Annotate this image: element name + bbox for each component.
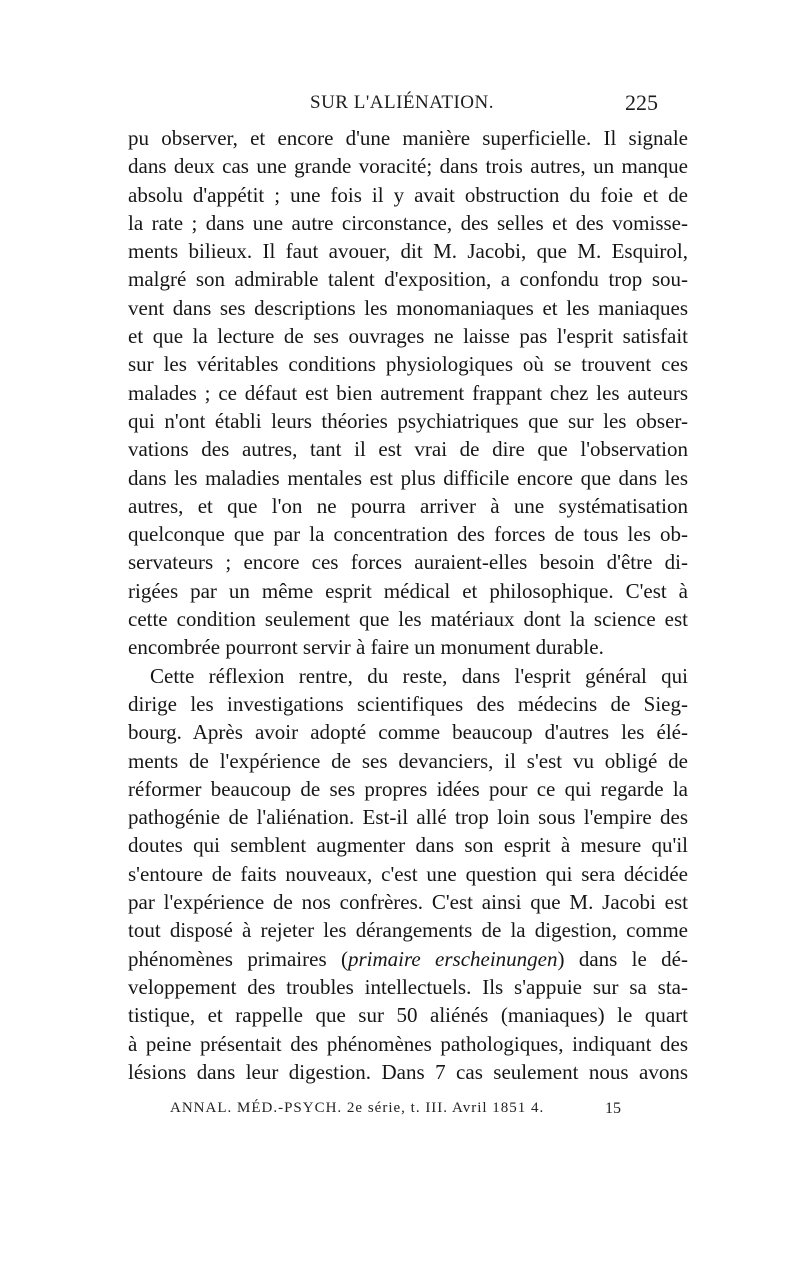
text-line: s'entoure de faits nouveaux, c'est une question qui sera décidée: [128, 861, 688, 886]
text-line: et que la lecture de ses ouvrages ne laisse pas l'esprit satisfait: [128, 324, 688, 349]
text-line-with-italic: [128, 945, 688, 973]
text-line: tout disposé à rejeter les dérangements de la digestion, comme: [128, 918, 688, 943]
text-line: dirige les investigations scientifiques des médecins de Sieg-: [128, 691, 688, 716]
text-line: réformer beaucoup de ses propres idées pour ce qui regarde la: [128, 776, 688, 801]
text-line: doutes qui semblent augmenter dans son esprit à mesure qu'il: [128, 833, 688, 858]
text-line: ments de l'expérience de ses devanciers, il s'est vu obligé de: [128, 748, 688, 773]
text-line: cette condition seulement que les matériaux dont la science est: [128, 607, 688, 632]
text-line: malgré son admirable talent d'exposition, a confondu trop sou-: [128, 267, 688, 292]
footer-citation: ANNAL. MÉD.-PSYCH. 2e série, t. III. Avril 1851 4.: [170, 1100, 545, 1116]
italic-line-suffix: ) dans le dé-: [557, 946, 688, 971]
text-line: vations des autres, tant il est vrai de dire que l'observation: [128, 437, 688, 462]
text-line: quelconque que par la concentration des forces de tous les ob-: [128, 522, 688, 547]
text-line: dans deux cas une grande voracité; dans trois autres, un manque: [128, 154, 688, 179]
text-line: servateurs ; encore ces forces auraient-elles besoin d'être di-: [128, 550, 688, 575]
text-line-paragraph-end: encombrée pourront servir à faire un monument durable.: [128, 635, 604, 660]
text-line-paragraph-start: Cette réflexion rentre, du reste, dans l'esprit général qui: [150, 663, 688, 688]
text-line: pu observer, et encore d'une manière superficielle. Il signale: [128, 126, 688, 150]
text-line: absolu d'appétit ; une fois il y avait obstruction du foie et de: [128, 182, 688, 207]
running-title: SUR L'ALIÉNATION.: [310, 92, 494, 113]
text-line: ments bilieux. Il faut avouer, dit M. Jacobi, que M. Esquirol,: [128, 239, 688, 264]
text-line: veloppement des troubles intellectuels. Ils s'appuie sur sa sta-: [128, 974, 688, 999]
italic-german-term: primaire erscheinungen: [347, 946, 558, 971]
text-line: sur les véritables conditions physiologiques où se trouvent ces: [128, 352, 688, 377]
text-line: à peine présentait des phénomènes pathologiques, indiquant des: [128, 1031, 688, 1056]
text-line: autres, et que l'on ne pourra arriver à une systématisation: [128, 493, 688, 518]
text-line: dans les maladies mentales est plus difficile encore que dans les: [128, 465, 688, 490]
body-text: [128, 124, 688, 1086]
text-line: par l'expérience de nos confrères. C'est ainsi que M. Jacobi est: [128, 890, 688, 915]
text-line: bourg. Après avoir adopté comme beaucoup d'autres les élé-: [128, 720, 688, 745]
text-line: tistique, et rappelle que sur 50 aliénés (maniaques) le quart: [128, 1003, 688, 1028]
italic-line-prefix: phénomènes primaires (: [128, 946, 348, 971]
text-line: pathogénie de l'aliénation. Est-il allé trop loin sous l'empire des: [128, 805, 688, 830]
text-line: malades ; ce défaut est bien autrement frappant chez les auteurs: [128, 380, 688, 405]
text-line: lésions dans leur digestion. Dans 7 cas seulement nous avons: [128, 1059, 688, 1084]
text-line: vent dans ses descriptions les monomaniaques et les maniaques: [128, 295, 688, 320]
page-number: 225: [625, 90, 658, 115]
text-line: rigées par un même esprit médical et philosophique. C'est à: [128, 578, 688, 603]
text-line: qui n'ont établi leurs théories psychiatriques que sur les obser-: [128, 408, 688, 433]
text-line: la rate ; dans une autre circonstance, des selles et des vomisse-: [128, 210, 688, 235]
signature-mark: 15: [605, 1100, 621, 1117]
